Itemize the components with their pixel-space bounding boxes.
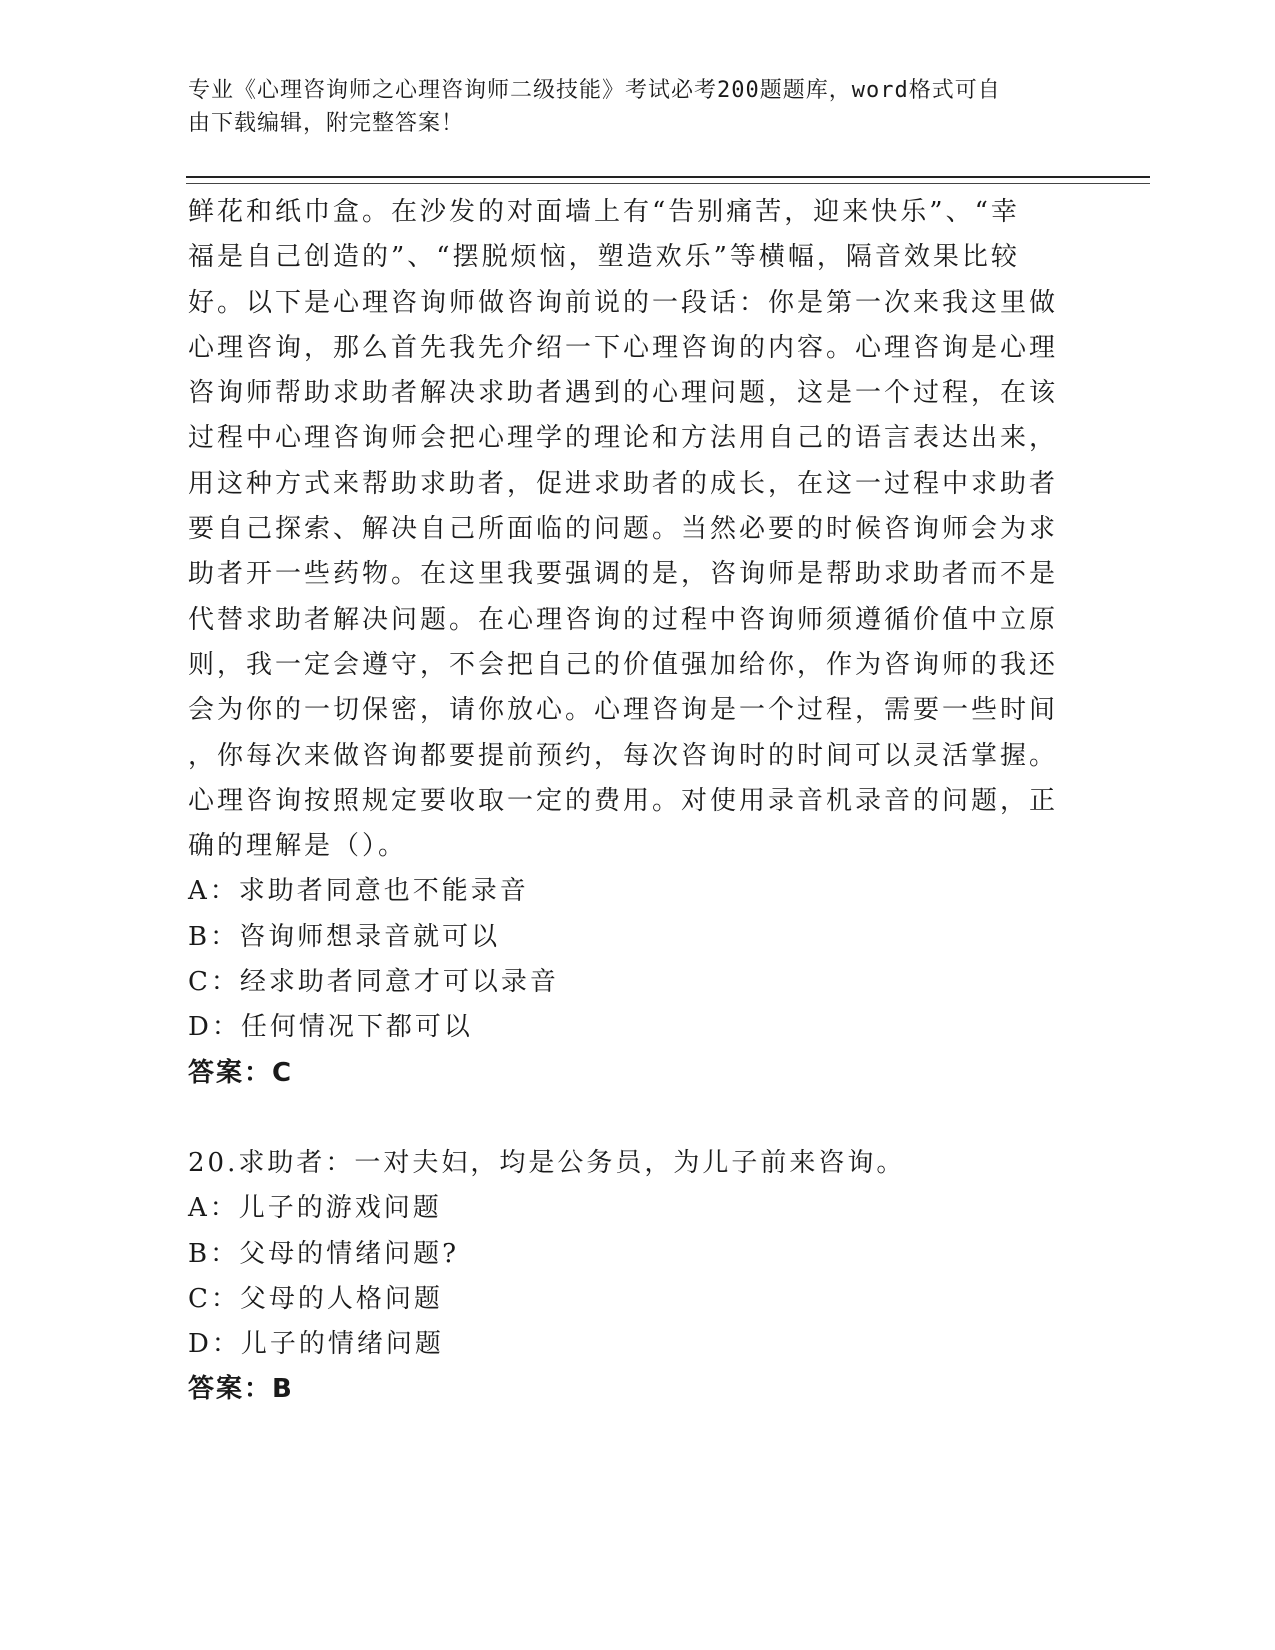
question-19-option-a: A：求助者同意也不能录音	[188, 876, 529, 907]
question-19	[188, 190, 1068, 1096]
question-19-option-d: D：任何情况下都可以	[188, 1012, 473, 1043]
header-rule-thin	[186, 183, 1150, 184]
stem-line: 助者开一些药物。在这里我要强调的是，咨询师是帮助求助者而不是	[188, 559, 1059, 590]
question-19-answer: 答案：C	[188, 1057, 294, 1088]
stem-line: 代替求助者解决问题。在心理咨询的过程中咨询师须遵循价值中立原	[188, 604, 1059, 635]
stem-line: 则，我一定会遵守，不会把自己的价值强加给你，作为咨询师的我还	[188, 649, 1059, 680]
question-spacer	[188, 1096, 1068, 1141]
page-header	[188, 74, 1068, 140]
question-19-option-b: B：咨询师想录音就可以	[188, 921, 501, 952]
question-20-option-a: A：儿子的游戏问题	[188, 1193, 442, 1224]
header-rule-thick	[186, 176, 1150, 178]
header-title-line-1: 专业《心理咨询师之心理咨询师二级技能》考试必考200题题库，word格式可自	[188, 78, 1001, 103]
question-20	[188, 1141, 1068, 1413]
header-title-line-2: 由下载编辑，附完整答案！	[188, 111, 465, 136]
stem-line: ，你每次来做咨询都要提前预约，每次咨询时的时间可以灵活掌握。	[188, 740, 1059, 771]
stem-line: 确的理解是（）。	[188, 831, 408, 862]
stem-line: 好。以下是心理咨询师做咨询前说的一段话：你是第一次来我这里做	[188, 287, 1059, 318]
stem-line: 过程中心理咨询师会把心理学的理论和方法用自己的语言表达出来，	[188, 423, 1059, 454]
stem-line: 要自己探索、解决自己所面临的问题。当然必要的时候咨询师会为求	[188, 514, 1059, 545]
stem-line: 鲜花和纸巾盒。在沙发的对面墙上有“告别痛苦，迎来快乐”、“幸	[188, 197, 1020, 227]
question-20-option-d: D：儿子的情绪问题	[188, 1329, 444, 1360]
question-20-stem: 20.求助者：一对夫妇，均是公务员，为儿子前来咨询。	[188, 1147, 906, 1178]
stem-line: 咨询师帮助求助者解决求助者遇到的心理问题，这是一个过程，在该	[188, 378, 1059, 409]
stem-line: 会为你的一切保密，请你放心。心理咨询是一个过程，需要一些时间	[188, 695, 1059, 726]
question-20-option-c: C：父母的人格问题	[188, 1283, 443, 1314]
stem-line: 心理咨询，那么首先我先介绍一下心理咨询的内容。心理咨询是心理	[188, 332, 1059, 363]
question-19-option-c: C：经求助者同意才可以录音	[188, 967, 559, 998]
question-20-answer: 答案：B	[188, 1374, 294, 1405]
question-19-stem	[188, 190, 1068, 869]
stem-line: 用这种方式来帮助求助者，促进求助者的成长，在这一过程中求助者	[188, 468, 1059, 499]
stem-line: 心理咨询按照规定要收取一定的费用。对使用录音机录音的问题，正	[188, 785, 1059, 816]
question-20-option-b: B：父母的情绪问题?	[188, 1238, 460, 1269]
document-body	[188, 190, 1068, 1413]
stem-line: 福是自己创造的”、“摆脱烦恼，塑造欢乐”等横幅，隔音效果比较	[188, 242, 1020, 273]
